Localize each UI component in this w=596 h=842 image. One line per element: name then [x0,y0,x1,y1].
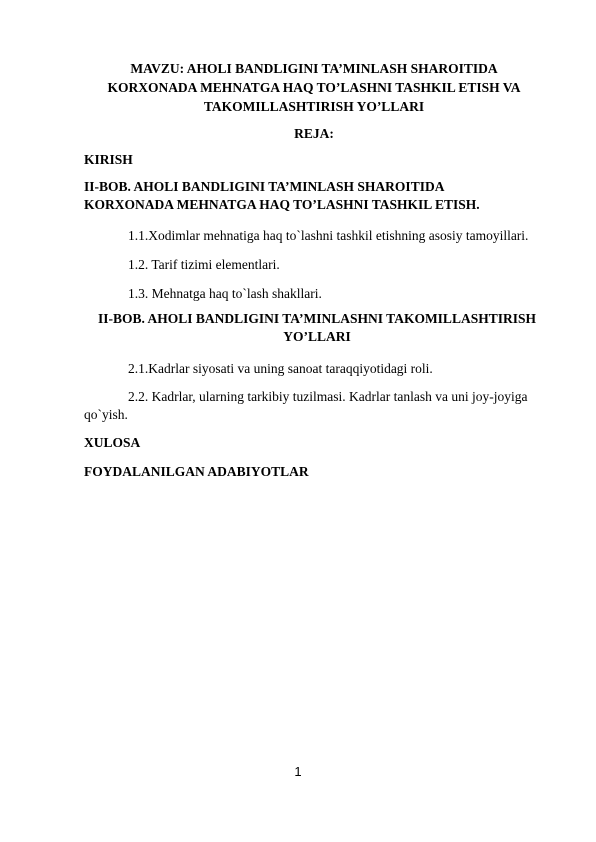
chapter2-item-2: 2.2. Kadrlar, ularning tarkibiy tuzilmasi. Kadrlar tanlash va uni joy-joyiga [128,389,528,404]
chapter2-heading [84,310,550,346]
plan-heading: REJA: [294,126,334,141]
intro-heading: KIRISH [84,152,133,167]
conclusion-heading: XULOSA [84,435,141,450]
title-line-2: KORXONADA MEHNATGA HAQ TO’LASHNI TASHKIL ETISH VA [107,80,521,95]
chapter1-item-2: 1.2. Tarif tizimi elementlari. [128,257,280,272]
page-number: 1 [294,764,302,779]
chapter1-item-3: 1.3. Mehnatga haq to`lash shakllari. [128,286,322,301]
chapter1-item-1: 1.1.Xodimlar mehnatiga haq to`lashni tashkil etishning asosiy tamoyillari. [128,228,529,243]
chapter2-heading-line-1: II-BOB. AHOLI BANDLIGINI TA’MINLASHNI TAKOMILLASHTIRISH [98,311,536,326]
chapter2-item-2-continuation: qo`yish. [84,407,128,422]
references-heading: FOYDALANILGAN ADABIYOTLAR [84,464,309,479]
chapter1-heading-line-1: II-BOB. AHOLI BANDLIGINI TA’MINLASH SHAROITIDA [84,179,445,194]
title-line-1: MAVZU: AHOLI BANDLIGINI TA’MINLASH SHAROITIDA [130,61,498,76]
chapter1-heading-line-2: KORXONADA MEHNATGA HAQ TO’LASHNI TASHKIL ETISH. [84,197,480,212]
document-title [84,59,544,116]
chapter2-item-1: 2.1.Kadrlar siyosati va uning sanoat taraqqiyotidagi roli. [128,361,433,376]
chapter2-heading-line-2: YO’LLARI [283,329,351,344]
title-line-3: TAKOMILLASHTIRISH YO’LLARI [203,99,425,114]
